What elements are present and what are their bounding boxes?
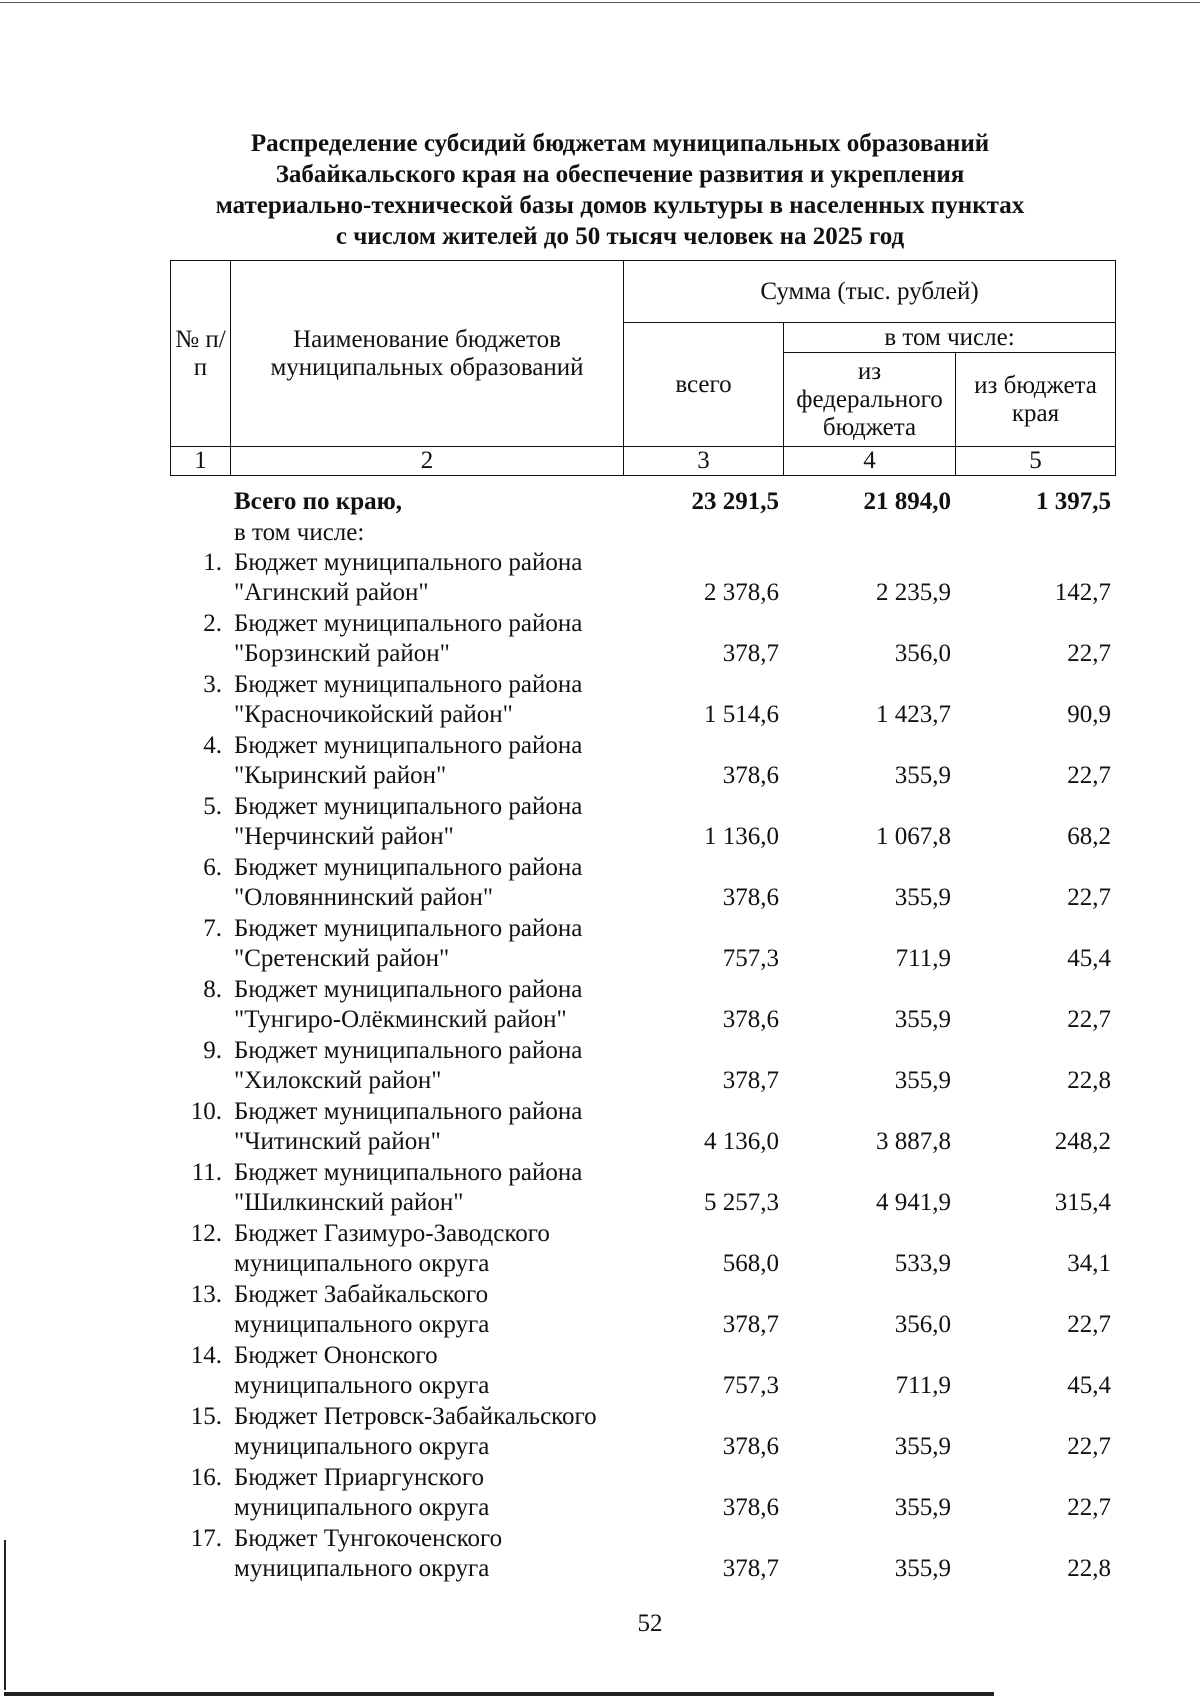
row-total: 1 514,6: [704, 701, 779, 728]
row-total: 378,7: [722, 1311, 779, 1338]
row-regional: 34,1: [1067, 1250, 1111, 1277]
row-name: Бюджет Петровск-Забайкальского муниципального округа: [234, 1402, 597, 1460]
including-label: в том числе:: [234, 518, 365, 546]
row-federal: 4 941,9: [876, 1189, 951, 1216]
row-regional: 22,7: [1067, 762, 1111, 789]
row-name: Бюджет муниципального района "Тунгиро-Олёкминский район": [234, 975, 583, 1033]
row-number: 13.: [190, 1280, 222, 1308]
row-federal: 355,9: [894, 1494, 951, 1521]
title-line: материально-технической базы домов культуры в населенных пунктах: [215, 192, 1025, 219]
table-row: [170, 1402, 1115, 1463]
row-number: 17.: [190, 1524, 222, 1552]
scan-edge-top: [0, 2, 1200, 3]
row-name: Бюджет муниципального района "Кыринский район": [234, 731, 583, 789]
table-body: [170, 487, 1115, 1585]
row-total: 1 136,0: [704, 823, 779, 850]
row-name: Бюджет муниципального района "Борзинский район": [234, 609, 583, 667]
row-number: 7.: [203, 914, 222, 942]
table-row: [170, 1097, 1115, 1158]
row-federal: 1 423,7: [876, 701, 951, 728]
row-regional: 248,2: [1054, 1128, 1111, 1155]
row-name: Бюджет муниципального района "Нерчинский район": [234, 792, 583, 850]
total-row: [170, 487, 1115, 518]
row-regional: 22,7: [1067, 1433, 1111, 1460]
table-row: [170, 792, 1115, 853]
header-sum-group: Сумма (тыс. рублей): [624, 261, 1116, 323]
row-total: 757,3: [722, 1372, 779, 1399]
table-header: [170, 260, 1116, 476]
column-number: 4: [784, 447, 956, 476]
column-number: 2: [231, 447, 624, 476]
row-federal: 355,9: [894, 1555, 951, 1582]
table-row: [170, 1341, 1115, 1402]
table-row: [170, 609, 1115, 670]
total-label: Всего по краю,: [234, 488, 402, 515]
row-name: Бюджет муниципального района "Красночикойский район": [234, 670, 583, 728]
row-federal: 355,9: [894, 762, 951, 789]
row-total: 5 257,3: [704, 1189, 779, 1216]
row-name: Бюджет муниципального района "Хилокский район": [234, 1036, 583, 1094]
row-regional: 142,7: [1054, 579, 1111, 606]
row-total: 378,7: [722, 640, 779, 667]
table-row: [170, 1219, 1115, 1280]
scan-edge-bottom: [4, 1692, 994, 1696]
column-number: 5: [956, 447, 1116, 476]
row-regional: 90,9: [1067, 701, 1111, 728]
row-number: 5.: [203, 792, 222, 820]
row-federal: 2 235,9: [876, 579, 951, 606]
header-regional: из бюджета края: [956, 353, 1116, 447]
row-regional: 22,8: [1067, 1555, 1111, 1582]
row-number: 6.: [203, 853, 222, 881]
including-row: [170, 518, 1115, 548]
row-total: 378,6: [722, 1494, 779, 1521]
header-col-name: Наименование бюджетов муниципальных образований: [231, 261, 624, 447]
row-total: 4 136,0: [704, 1128, 779, 1155]
row-total: 378,6: [722, 1006, 779, 1033]
total-federal: 21 894,0: [863, 488, 951, 515]
table-row: [170, 731, 1115, 792]
table-row: [170, 914, 1115, 975]
table-row: [170, 1036, 1115, 1097]
row-number: 10.: [190, 1097, 222, 1125]
row-name: Бюджет Тунгокоченского муниципального округа: [234, 1524, 503, 1582]
row-federal: 355,9: [894, 884, 951, 911]
table-row: [170, 1524, 1115, 1585]
table-row: [170, 670, 1115, 731]
row-regional: 22,7: [1067, 1311, 1111, 1338]
table-row: [170, 1158, 1115, 1219]
row-total: 568,0: [722, 1250, 779, 1277]
row-number: 12.: [190, 1219, 222, 1247]
row-name: Бюджет Забайкальского муниципального округа: [234, 1280, 490, 1338]
row-total: 378,7: [722, 1067, 779, 1094]
title-line: Забайкальского края на обеспечение развития и укрепления: [275, 161, 965, 188]
row-federal: 3 887,8: [876, 1128, 951, 1155]
row-name: Бюджет муниципального района "Агинский район": [234, 548, 583, 606]
table-row: [170, 1280, 1115, 1341]
table-row: [170, 975, 1115, 1036]
row-regional: 22,7: [1067, 640, 1111, 667]
row-name: Бюджет Приаргунского муниципального округа: [234, 1463, 490, 1521]
title-line: Распределение субсидий бюджетам муниципальных образований: [250, 130, 990, 157]
row-number: 2.: [203, 609, 222, 637]
row-regional: 22,8: [1067, 1067, 1111, 1094]
row-name: Бюджет муниципального района "Оловяннинский район": [234, 853, 583, 911]
row-regional: 45,4: [1067, 945, 1111, 972]
row-number: 11.: [191, 1158, 222, 1186]
row-regional: 315,4: [1054, 1189, 1111, 1216]
header-federal: из федерального бюджета: [784, 353, 956, 447]
title-line: с числом жителей до 50 тысяч человек на 2025 год: [335, 223, 905, 250]
row-federal: 355,9: [894, 1067, 951, 1094]
page-number: 52: [637, 1610, 663, 1637]
row-federal: 355,9: [894, 1433, 951, 1460]
row-number: 15.: [190, 1402, 222, 1430]
row-total: 378,7: [722, 1555, 779, 1582]
column-number: 1: [171, 447, 231, 476]
row-regional: 45,4: [1067, 1372, 1111, 1399]
row-number: 9.: [203, 1036, 222, 1064]
row-number: 1.: [203, 548, 222, 576]
row-number: 8.: [203, 975, 222, 1003]
header-col-num: № п/п: [171, 261, 231, 447]
row-total: 2 378,6: [704, 579, 779, 606]
row-regional: 22,7: [1067, 1494, 1111, 1521]
row-regional: 68,2: [1067, 823, 1111, 850]
total-regional: 1 397,5: [1036, 488, 1111, 515]
column-number: 3: [624, 447, 784, 476]
row-name: Бюджет муниципального района "Читинский район": [234, 1097, 583, 1155]
row-federal: 1 067,8: [876, 823, 951, 850]
row-total: 378,6: [722, 762, 779, 789]
row-regional: 22,7: [1067, 884, 1111, 911]
row-federal: 711,9: [895, 1372, 951, 1399]
row-federal: 533,9: [894, 1250, 951, 1277]
row-federal: 355,9: [894, 1006, 951, 1033]
table-row: [170, 548, 1115, 609]
total-num: [170, 487, 230, 518]
row-total: 378,6: [722, 1433, 779, 1460]
header-including: в том числе:: [784, 323, 1116, 353]
total-sum: 23 291,5: [691, 488, 779, 515]
row-total: 378,6: [722, 884, 779, 911]
row-federal: 356,0: [894, 1311, 951, 1338]
row-name: Бюджет Газимуро-Заводского муниципального округа: [234, 1219, 550, 1277]
row-name: Бюджет муниципального района "Шилкинский район": [234, 1158, 583, 1216]
row-number: 4.: [203, 731, 222, 759]
row-number: 3.: [203, 670, 222, 698]
row-total: 757,3: [722, 945, 779, 972]
row-name: Бюджет Ононского муниципального округа: [234, 1341, 490, 1399]
row-number: 16.: [190, 1463, 222, 1491]
row-regional: 22,7: [1067, 1006, 1111, 1033]
row-number: 14.: [190, 1341, 222, 1369]
table-row: [170, 853, 1115, 914]
table-row: [170, 1463, 1115, 1524]
row-federal: 356,0: [894, 640, 951, 667]
document-title: [160, 128, 1080, 252]
row-federal: 711,9: [895, 945, 951, 972]
header-total: всего: [624, 323, 784, 447]
row-name: Бюджет муниципального района "Сретенский район": [234, 914, 583, 972]
